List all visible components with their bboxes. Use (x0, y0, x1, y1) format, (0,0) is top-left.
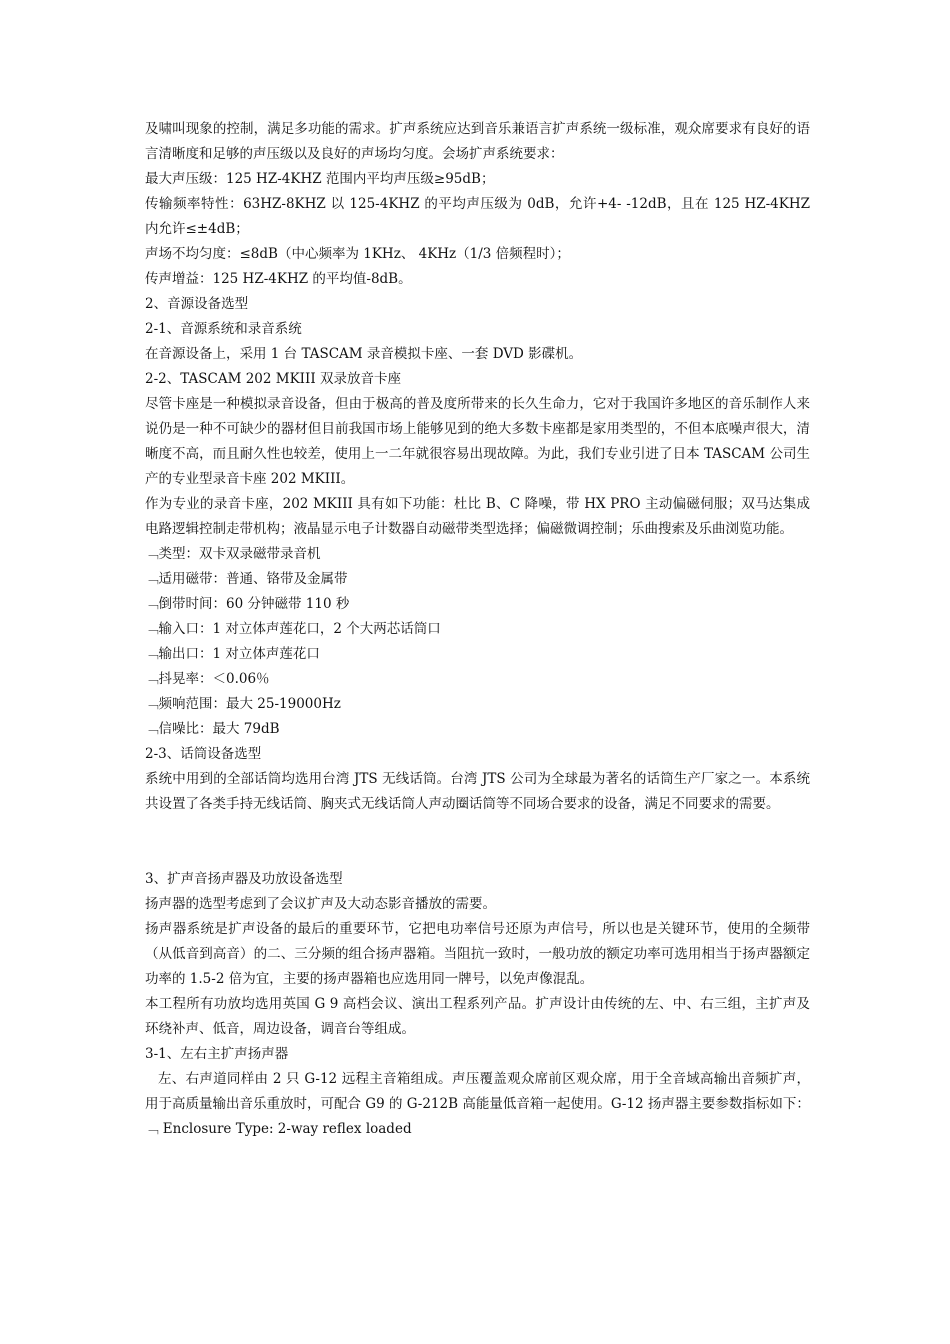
spec-line: 最大声压级：125 HZ-4KHZ 范围内平均声压级≥95dB； (145, 171, 495, 187)
paragraph: 及啸叫现象的控制，满足多功能的需求。扩声系统应达到音乐兼语言扩声系统一级标准，观众席要求有良好的语言清晰度和足够的声压级以及良好的声场均匀度。会场扩声系统要求： (145, 121, 810, 162)
paragraph: 本工程所有功放均选用英国 G 9 高档会议、演出工程系列产品。扩声设计由传统的左、中、右三组，主扩声及环绕补声、低音，周边设备，调音台等组成。 (145, 996, 810, 1037)
bullet-item: ﹁输入口：1 对立体声莲花口，2 个大两芯话筒口 (145, 621, 441, 637)
bullet-item: ﹁输出口：1 对立体声莲花口 (145, 646, 320, 662)
bullet-item: ﹁适用磁带：普通、铬带及金属带 (145, 571, 348, 587)
bullet-item: ﹁抖晃率：＜0.06％ (145, 671, 270, 687)
document-body (145, 117, 810, 1142)
section-heading: 2、音源设备选型 (145, 296, 249, 312)
paragraph: 扬声器的选型考虑到了会议扩声及大动态影音播放的需要。 (145, 896, 496, 912)
bullet-item: ﹁频响范围：最大 25-19000Hz (145, 696, 341, 712)
paragraph: 在音源设备上，采用 1 台 TASCAM 录音模拟卡座、一套 DVD 影碟机。 (145, 346, 583, 362)
subsection-heading: 2-1、音源系统和录音系统 (145, 321, 302, 337)
spec-line: 传声增益：125 HZ-4KHZ 的平均值-8dB。 (145, 271, 412, 287)
blank-space (145, 817, 810, 867)
section-heading: 3、扩声音扬声器及功放设备选型 (145, 871, 343, 887)
spec-line: 传输频率特性：63HZ-8KHZ 以 125-4KHZ 的平均声压级为 0dB，允许+4- -12dB，且在 125 HZ-4KHZ 内允许≤±4dB； (145, 196, 810, 237)
subsection-heading: 2-2、TASCAM 202 MKIII 双录放音卡座 (145, 371, 401, 387)
bullet-item: ﹁ Enclosure Type: 2-way reflex loaded (145, 1121, 412, 1137)
subsection-heading: 2-3、话筒设备选型 (145, 746, 262, 762)
bullet-item: ﹁倒带时间：60 分钟磁带 110 秒 (145, 596, 350, 612)
spec-line: 声场不均匀度：≤8dB（中心频率为 1KHz、 4KHz（1/3 倍频程时）； (145, 246, 570, 262)
paragraph: 作为专业的录音卡座，202 MKIII 具有如下功能：杜比 B、C 降噪，带 HX PRO 主动偏磁伺服；双马达集成电路逻辑控制走带机构；液晶显示电子计数器自动磁带类型选择；偏磁微调控制；乐曲搜索及乐曲浏览功能。 (145, 496, 810, 537)
bullet-item: ﹁信噪比：最大 79dB (145, 721, 280, 737)
subsection-heading: 3-1、左右主扩声扬声器 (145, 1046, 289, 1062)
paragraph: 系统中用到的全部话筒均选用台湾 JTS 无线话筒。台湾 JTS 公司为全球最为著名的话筒生产厂家之一。本系统共设置了各类手持无线话筒、胸夹式无线话筒人声动圈话筒等不同场合要求的设备，满足不同要求的需要。 (145, 771, 810, 812)
paragraph: 扬声器系统是扩声设备的最后的重要环节，它把电功率信号还原为声信号，所以也是关键环节，使用的全频带（从低音到高音）的二、三分频的组合扬声器箱。当阻抗一致时，一般功放的额定功率可选用相当于扬声器额定功率的 1.5-2 倍为宜，主要的扬声器箱也应选用同一牌号，以免声像混乱。 (145, 921, 810, 987)
paragraph: 尽管卡座是一种模拟录音设备，但由于极高的普及度所带来的长久生命力，它对于我国许多地区的音乐制作人来说仍是一种不可缺少的器材但目前我国市场上能够见到的绝大多数卡座都是家用类型的，不但本底噪声很大，清晰度不高，而且耐久性也较差，使用上一二年就很容易出现故障。为此，我们专业引进了日本 TASCAM 公司生产的专业型录音卡座 202 MKIII。 (145, 396, 810, 487)
bullet-item: ﹁类型：双卡双录磁带录音机 (145, 546, 321, 562)
paragraph: 左、右声道同样由 2 只 G-12 远程主音箱组成。声压覆盖观众席前区观众席，用于全音域高输出音频扩声，用于高质量输出音乐重放时，可配合 G9 的 G-212B 高能量低音箱一起使用。G-12 扬声器主要参数指标如下： (145, 1071, 810, 1112)
